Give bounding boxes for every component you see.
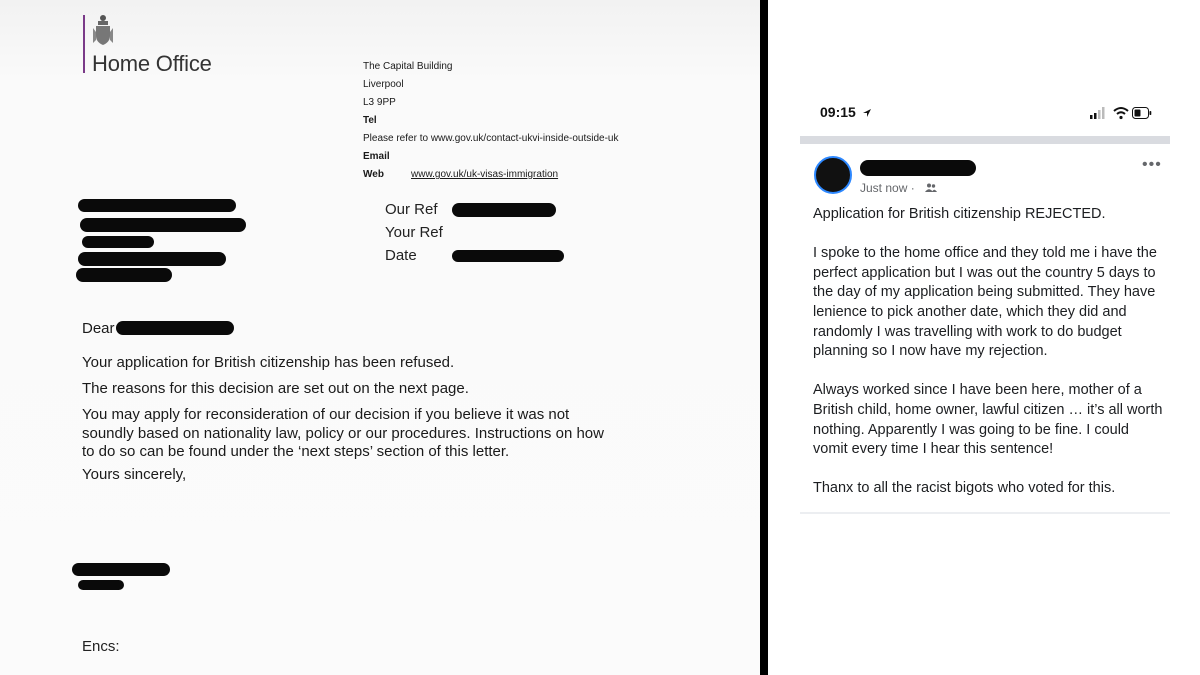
signal-icon <box>1090 107 1105 119</box>
web-link: www.gov.uk/uk-visas-immigration <box>411 169 559 180</box>
status-icons <box>1090 106 1152 120</box>
address-line: L3 9PP <box>363 97 396 108</box>
closing: Yours sincerely, <box>82 466 187 483</box>
post-body <box>813 205 1163 519</box>
letter-paragraph: to do so can be found under the ‘next steps’ section of this letter. <box>82 443 510 460</box>
royal-crest-icon <box>92 14 114 48</box>
more-options-icon[interactable]: ••• <box>1142 156 1162 173</box>
avatar[interactable] <box>814 156 852 194</box>
your-ref-label: Your Ref <box>385 224 443 241</box>
status-bar-time <box>820 104 872 120</box>
tel-label: Tel <box>363 115 377 126</box>
redaction-recipient <box>78 199 236 212</box>
sender-address <box>363 58 618 184</box>
redaction-our-ref <box>452 203 556 217</box>
reference-block <box>385 198 443 267</box>
friends-icon <box>925 183 937 193</box>
tel-text: Please refer to www.gov.uk/contact-ukvi-inside-outside-uk <box>363 133 619 144</box>
status-time: 09:15 <box>820 104 856 120</box>
salutation: Dear <box>82 320 115 337</box>
address-line: The Capital Building <box>363 61 453 72</box>
post-paragraph: Application for British citizenship REJECTED. <box>813 206 1106 222</box>
crest-divider <box>83 15 85 73</box>
our-ref-label: Our Ref <box>385 201 438 218</box>
redaction-name <box>116 321 234 335</box>
web-label: Web <box>363 169 384 180</box>
image-divider <box>760 0 768 675</box>
post-bottom-border <box>800 512 1170 514</box>
post-paragraph: Thanx to all the racist bigots who voted for this. <box>813 480 1116 497</box>
redaction-signature <box>72 563 170 576</box>
date-label: Date <box>385 247 417 264</box>
redaction-recipient <box>78 252 226 266</box>
redaction-date <box>452 250 564 262</box>
letter-paragraph: soundly based on nationality law, policy or our procedures. Instructions on how <box>82 425 604 442</box>
post-timestamp[interactable]: Just now · <box>860 181 915 195</box>
redaction-recipient <box>82 236 154 248</box>
post-paragraph: Always worked since I have been here, mother of a British child, home owner, lawful citizen … it’s all worth nothing. Apparently I was going to be fine. I could vomit every time I hear this sentence! <box>813 382 1163 458</box>
redaction-signature <box>78 580 124 590</box>
phone-screenshot <box>768 0 1200 675</box>
letter-paragraph: Your application for British citizenship has been refused. <box>82 354 455 371</box>
letter-paragraph: The reasons for this decision are set out on the next page. <box>82 380 469 397</box>
battery-icon <box>1133 108 1152 119</box>
redaction-username <box>860 160 976 176</box>
redaction-recipient <box>80 218 246 232</box>
letter-paragraph: You may apply for reconsideration of our decision if you believe it was not <box>82 406 570 423</box>
feed-separator <box>800 136 1170 144</box>
email-label: Email <box>363 151 390 162</box>
location-arrow-icon <box>862 108 872 118</box>
address-line: Liverpool <box>363 79 404 90</box>
department-name: Home Office <box>92 51 212 76</box>
redaction-recipient <box>76 268 172 282</box>
wifi-icon <box>1114 108 1128 119</box>
enclosures-label: Encs: <box>82 638 120 655</box>
post-paragraph: I spoke to the home office and they told me i have the perfect application but I was out the country 5 days to the day of my application being submitted. They have lenience to pick another date, which they did and randomly I was travelling with work to do budget planning so I now have my rejection. <box>813 245 1157 360</box>
